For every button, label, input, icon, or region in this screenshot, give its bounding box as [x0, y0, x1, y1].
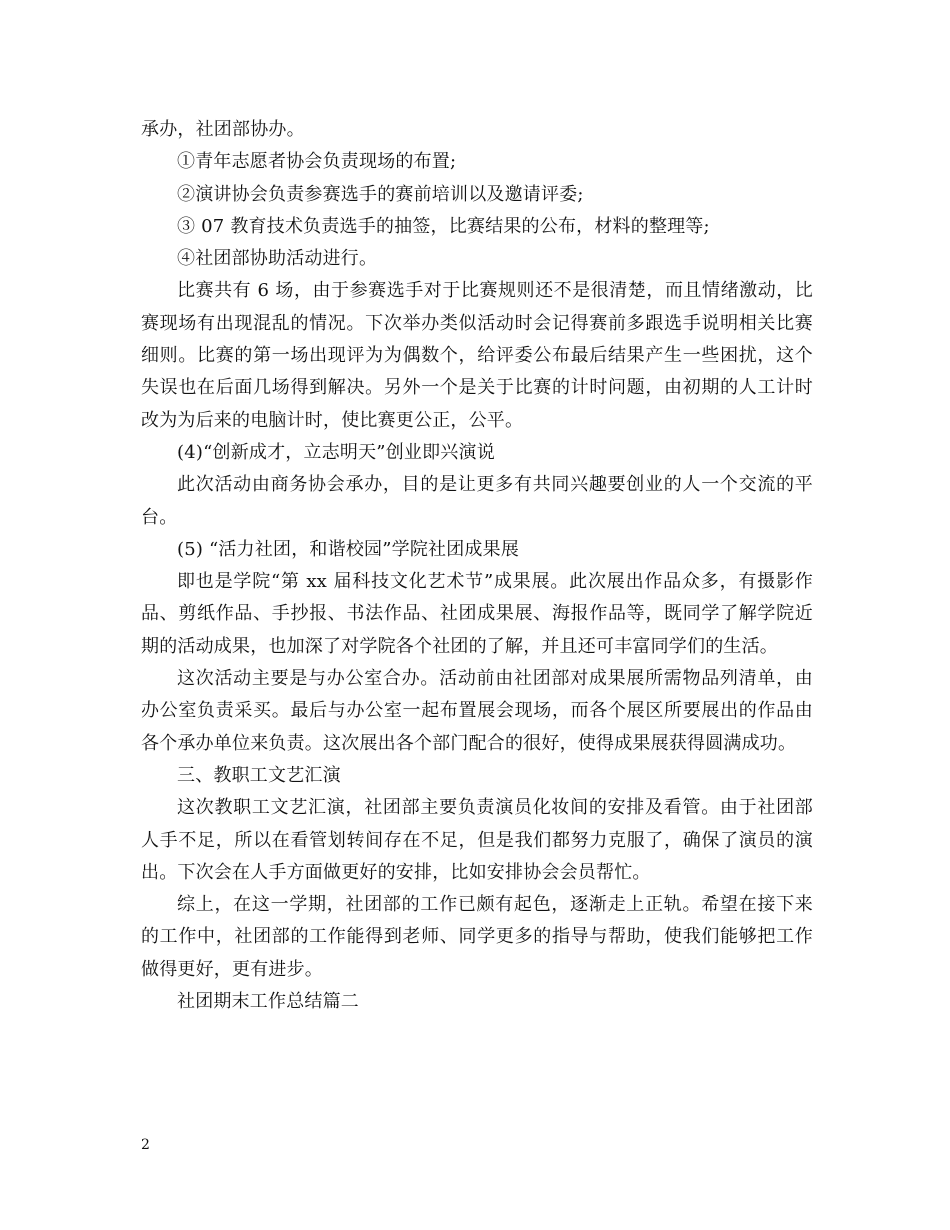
list-item-training: ②演讲协会负责参赛选手的赛前培训以及邀请评委;: [177, 183, 584, 205]
paragraph-competition-summary: 比赛共有 6 场，由于参赛选手对于比赛规则还不是很清楚，而且情绪激动，比赛现场有出现混乱的情况。下次举办类似活动时会记得赛前多跟选手说明相关比赛细则。比赛的第一场出现评为为偶数个，给评委公布最后结果产生一些困扰，这个失误也在后面几场得到解决。另外一个是关于比赛的计时问题，由初期的人工计时改为为后来的电脑计时，使比赛更公正，公平。: [141, 280, 813, 431]
paragraph-continuation: 承办，社团部协办。: [141, 119, 305, 140]
paragraph-exhibition-details: 即也是学院“第 xx 届科技文化艺术节”成果展。此次展出作品众多，有摄影作品、剪纸作品、手抄报、书法作品、社团成果展、海报作品等，既同学了解学院近期的活动成果，也加深了对学院各个社团的了解，并且还可丰富同学们的生活。: [141, 571, 813, 657]
list-item-assist: ④社团部协助活动进行。: [177, 248, 378, 270]
list-item-venue-setup: ①青年志愿者协会负责现场的布置;: [177, 151, 457, 173]
paragraph-performance-details: 这次教职工文艺汇演，社团部主要负责演员化妆间的安排及看管。由于社团部人手不足，所以在看管划转间存在不足，但是我们都努力克服了，确保了演员的演出。下次会在人手方面做更好的安排，比如安排协会会员帮忙。: [141, 797, 813, 883]
list-item-draw-results: ③ 07 教育技术负责选手的抽签，比赛结果的公布，材料的整理等;: [177, 215, 710, 237]
paragraph-conclusion: 综上，在这一学期，社团部的工作已颇有起色，逐渐走上正轨。希望在接下来的工作中，社团部的工作能得到老师、同学更多的指导与帮助，使我们能够把工作做得更好，更有进步。: [141, 894, 813, 980]
section-heading-club-exhibition: (5) “活力社团，和谐校园”学院社团成果展: [177, 538, 520, 560]
paragraph-business-association: 此次活动由商务协会承办，目的是让更多有共同兴趣要创业的人一个交流的平台。: [141, 474, 813, 528]
page-number: 2: [141, 1137, 150, 1153]
paragraph-office-cooperation: 这次活动主要是与办公室合办。活动前由社团部对成果展所需物品列清单，由办公室负责采买。最后与办公室一起布置展会现场，而各个展区所要展出的作品由各个承办单位来负责。这次展出各个部门配合的很好，使得成果展获得圆满成功。: [141, 668, 813, 754]
section-heading-entrepreneur-speech: (4)“创新成才，立志明天”创业即兴演说: [177, 441, 495, 463]
document-body: [141, 114, 813, 1018]
section-heading-staff-performance: 三、教职工文艺汇演: [177, 764, 341, 786]
section-heading-part-two: 社团期末工作总结篇二: [177, 991, 359, 1013]
